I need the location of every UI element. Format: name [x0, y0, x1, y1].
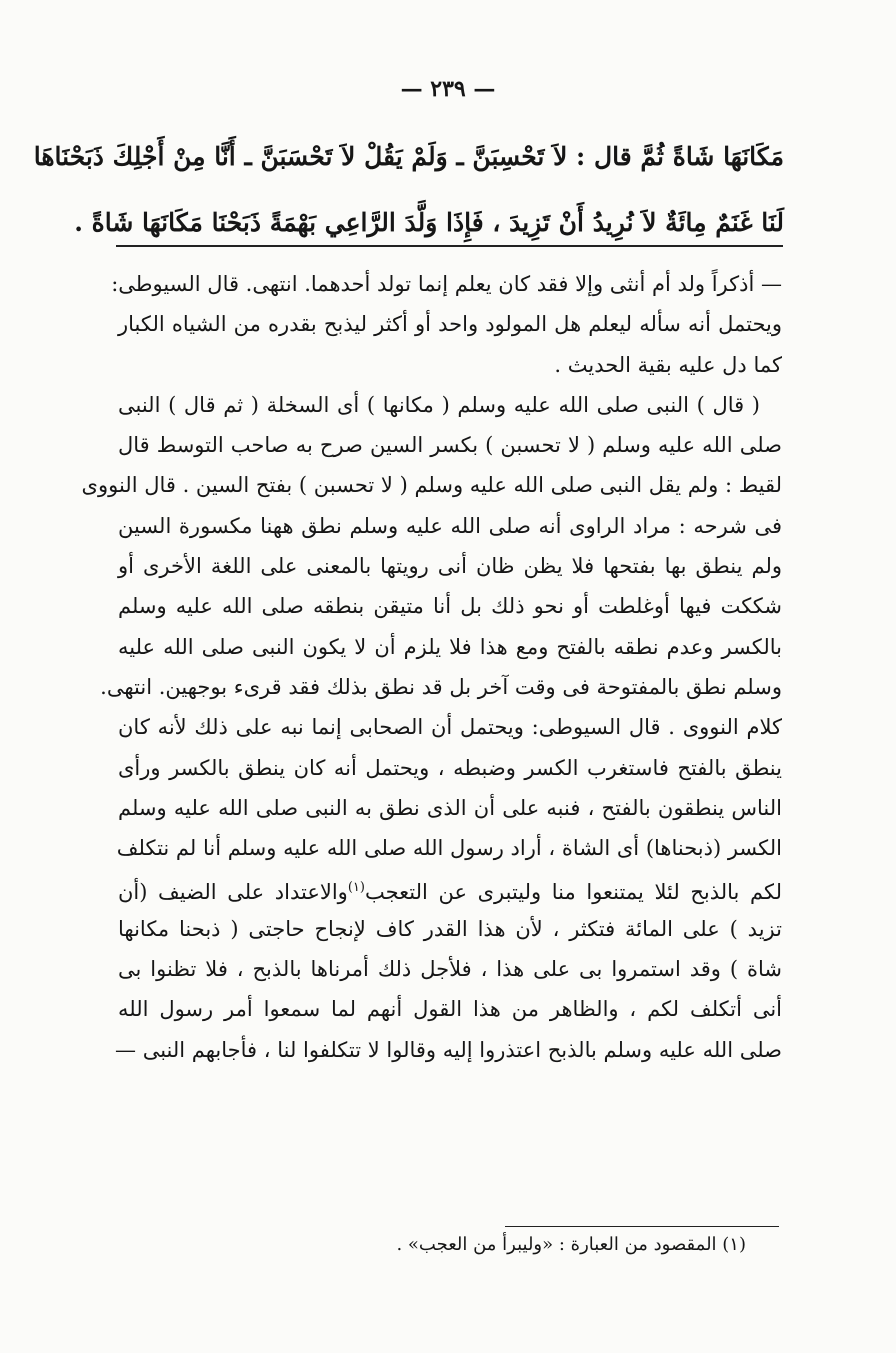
commentary-line: — أذكراً ولد أم أنثى وإلا فقد كان يعلم إنما تولد أحدهما. انتهى. قال السيوطى:	[111, 272, 782, 296]
separator-rule	[116, 245, 783, 247]
commentary-line: بالكسر وعدم نطقه بالفتح ومع هذا فلا يلزم أن لا يكون النبى صلى الله عليه	[118, 634, 782, 659]
commentary-line: ولم ينطق بها بفتحها فلا يظن ظان أنى رويتها بالمعنى على اللغة الأخرى أو	[118, 554, 782, 579]
commentary-line: صلى الله عليه وسلم ( لا تحسبن ) بكسر السين صرح به صاحب التوسط قال	[118, 433, 782, 458]
commentary-line: فى شرحه : مراد الراوى أنه صلى الله عليه وسلم نطق ههنا مكسورة السين	[118, 513, 782, 538]
commentary-line: كلام النووى . قال السيوطى: ويحتمل أن الصحابى إنما نبه على ذلك لأنه كان	[118, 715, 782, 740]
commentary-text	[81, 264, 782, 1070]
hadith-text	[33, 124, 784, 256]
footnote-rule	[505, 1226, 779, 1227]
commentary-line-part: والاعتداد على الضيف (أن	[118, 880, 348, 905]
commentary-line: وسلم نطق بالمفتوحة فى وقت آخر بل قد نطق بذلك فقد قرىء بوجهين. انتهى.	[100, 674, 782, 699]
commentary-line	[118, 868, 782, 908]
commentary-line: لقيط : ولم يقل النبى صلى الله عليه وسلم ( لا تحسبن ) بفتح السين . قال النووى	[81, 473, 782, 498]
commentary-line: ويحتمل أنه سأله ليعلم هل المولود واحد أو أكثر ليذبح بقدره من الشياه الكبار	[118, 312, 782, 337]
commentary-line: أنى أتكلف لكم ، والظاهر من هذا القول أنهم لما سمعوا أمر رسول الله	[118, 997, 782, 1022]
commentary-line: شاة ) وقد استمروا بى على هذا ، فلأجل ذلك أمرناها بالذبح ، فلا تظنوا بى	[118, 957, 782, 982]
commentary-line: الكسر (ذبحناها) أى الشاة ، أراد رسول الله صلى الله عليه وسلم أنا لم نتكلف	[116, 836, 782, 861]
commentary-line: شككت فيها أوغلطت أو نحو ذلك بل أنا متيقن بنطقه صلى الله عليه وسلم	[118, 594, 782, 619]
hadith-line: مَكَانَهَا شَاةً ثُمَّ قال : لاَ تَحْسِبَنَّ ـ وَلَمْ يَقُلْ لاَ تَحْسَبَنَّ ـ أَنَّا مِنْ أَجْلِكَ ذَبَحْنَاهَا	[33, 142, 784, 171]
commentary-line: تزيد ) على المائة فتكثر ، لأن هذا القدر كاف لإنجاح حاجتى ( ذبحنا مكانها	[118, 916, 782, 941]
commentary-line-part: لكم بالذبح لئلا يمتنعوا منا وليتبرى عن التعجب	[364, 880, 782, 905]
page-number: — ٢٣٩ —	[400, 76, 496, 102]
hadith-line: لَنَا غَنَمٌ مِائَةٌ لاَ نُرِيدُ أَنْ تَزِيدَ ، فَإِذَا وَلَّدَ الرَّاعِي بَهْمَةً ذَبَحْنَا مَكَانَهَا شَاةً .	[74, 208, 784, 237]
commentary-line: ( قال ) النبى صلى الله عليه وسلم ( مكانها ) أى السخلة ( ثم قال ) النبى	[118, 392, 760, 417]
footnote: (١) المقصود من العبارة : «وليبرأ من العجب» .	[396, 1234, 746, 1255]
commentary-line: صلى الله عليه وسلم بالذبح اعتذروا إليه وقالوا لا تتكلفوا لنا ، فأجابهم النبى —	[115, 1037, 782, 1062]
commentary-line: الناس ينطقون بالفتح ، فنبه على أن الذى نطق به النبى صلى الله عليه وسلم	[118, 795, 782, 820]
commentary-line: ينطق بالفتح فاستغرب الكسر وضبطه ، ويحتمل أنه كان ينطق بالكسر ورأى	[118, 755, 782, 780]
commentary-line: كما دل عليه بقية الحديث .	[554, 352, 782, 377]
footnote-reference: (١)	[347, 880, 365, 896]
